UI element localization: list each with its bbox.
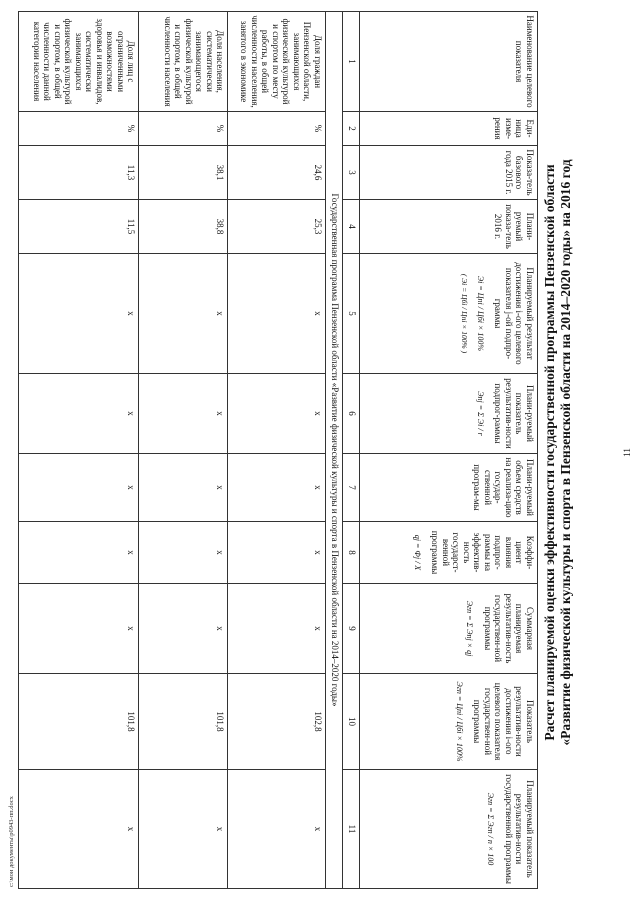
- cell-8: х: [19, 522, 139, 584]
- header-name: Наименование целевого показателя: [359, 12, 537, 112]
- cell-10: 101,8: [139, 674, 228, 770]
- cell-5: х: [19, 254, 139, 374]
- cell-8: х: [139, 522, 228, 584]
- evaluation-table: [18, 11, 538, 889]
- col-num: 5: [342, 254, 359, 374]
- program-row: [325, 12, 342, 889]
- header-row: [359, 12, 537, 889]
- result-formula-alt: ( Эi = Цбi / Цпi × 100% ): [460, 273, 469, 354]
- header-unit: Еди-ница изме-рения: [359, 112, 537, 146]
- header-ind-eff: Показатель результатив-ности достижения i-ого целевого показателя государствен-ной программы Эгп = Цпi / Цбi × 100%: [359, 674, 537, 770]
- col-num: 7: [342, 454, 359, 522]
- cell-9: х: [139, 584, 228, 674]
- cell-11: х: [228, 770, 325, 889]
- plan-cell: 38,8: [139, 200, 228, 254]
- col-num: 3: [342, 146, 359, 200]
- header-sum-eff: Суммарная планируемая результатив-ность государствен-ной программы Эгп = Σ Эпj × qj: [359, 584, 537, 674]
- header-plan: Плани-руемый показа-тель 2016 г.: [359, 200, 537, 254]
- header-base: Показа-тель базового года 2015 г.: [359, 146, 537, 200]
- cell-7: х: [228, 454, 325, 522]
- col-num: 6: [342, 374, 359, 454]
- program-name: Государственная программа Пензенской области «Развитие физической культуры и спорта в Пензенской области на 2014–2020 годы»: [325, 12, 342, 889]
- cell-7: х: [139, 454, 228, 522]
- header-sub-eff: Плани-руемый показатель результатив-ности подпрог-раммы Эпj = Σ Эi / r: [359, 374, 537, 454]
- cell-9: х: [19, 584, 139, 674]
- cell-11: х: [139, 770, 228, 889]
- base-cell: 11,3: [19, 146, 139, 200]
- table-row: [228, 12, 325, 889]
- col-num: 9: [342, 584, 359, 674]
- cell-10: 102,8: [228, 674, 325, 770]
- header-result: Планируемый результат достижения i-ого целевого показателя j-ой подпро-граммы Эi = Цпi / Цбi × 100% ( Эi = Цбi / Цпi × 100% ): [359, 254, 537, 374]
- cell-6: х: [139, 374, 228, 454]
- indicator-name: Доля лиц с ограниченными возможностями здоровья и инвалидов, систематически занимающихся физической культурой и спортом, в общей численности данной категории населения: [19, 12, 139, 112]
- cell-6: х: [228, 374, 325, 454]
- table-row: [19, 12, 139, 889]
- unit-cell: %: [19, 112, 139, 146]
- cell-8: х: [228, 522, 325, 584]
- page-number: 11: [622, 448, 632, 457]
- sum-eff-formula: Эгп = Σ Эпj × qj: [465, 600, 475, 657]
- indicator-name: Доля населения, систематически занимающегося физической культурой и спортом, в общей численности населения: [139, 12, 228, 112]
- cell-9: х: [228, 584, 325, 674]
- indicator-name: Доля граждан Пензенской области, занимающихся физической культурой и спортом по месту работы, в общей численности населения, занятого в экономике: [228, 12, 325, 112]
- result-formula: Эi = Цпi / Цбi × 100%: [476, 275, 485, 352]
- plan-eff-formula: Эгп = Σ Эгп / n × 100: [486, 792, 496, 866]
- col-num: 4: [342, 200, 359, 254]
- col-num: 10: [342, 674, 359, 770]
- ind-eff-formula: Эгп = Цпi / Цбi × 100%: [455, 681, 464, 762]
- header-coef: Коэффи-циент влияния подпрог-раммы на эффектив-ность государст-венной программы qj = Фj / Х: [359, 522, 537, 584]
- col-num: 1: [342, 12, 359, 112]
- col-num: 11: [342, 770, 359, 889]
- column-number-row: [342, 12, 359, 889]
- cell-6: х: [19, 374, 139, 454]
- file-path: c:\мои документы\p0943-пп.docx: [8, 796, 15, 887]
- table-row: [139, 12, 228, 889]
- title-line-1: Расчет планируемой оценки эффективности государственной программы Пензенской области: [542, 164, 557, 741]
- plan-cell: 11,5: [19, 200, 139, 254]
- header-funds: Плани-руемый объем средств на реализа-цию государ-ственной програм-мы: [359, 454, 537, 522]
- col-num: 2: [342, 112, 359, 146]
- col-num: 8: [342, 522, 359, 584]
- cell-10: 101,8: [19, 674, 139, 770]
- cell-11: х: [19, 770, 139, 889]
- cell-5: х: [139, 254, 228, 374]
- coef-formula: qj = Фj / Х: [413, 534, 422, 571]
- header-plan-eff: Планируемый показатель результатив-ности государственной программы Эгп = Σ Эгп / n × 100: [359, 770, 537, 889]
- base-cell: 24,6: [228, 146, 325, 200]
- unit-cell: %: [228, 112, 325, 146]
- unit-cell: %: [139, 112, 228, 146]
- base-cell: 38,1: [139, 146, 228, 200]
- plan-cell: 25,3: [228, 200, 325, 254]
- cell-7: х: [19, 454, 139, 522]
- cell-5: х: [228, 254, 325, 374]
- document-title: [542, 0, 574, 905]
- sub-eff-formula: Эпj = Σ Эi / r: [476, 391, 485, 436]
- title-line-2: «Развитие физической культуры и спорта в Пензенской области на 2014–2020 годы» на 2016 год: [558, 159, 573, 746]
